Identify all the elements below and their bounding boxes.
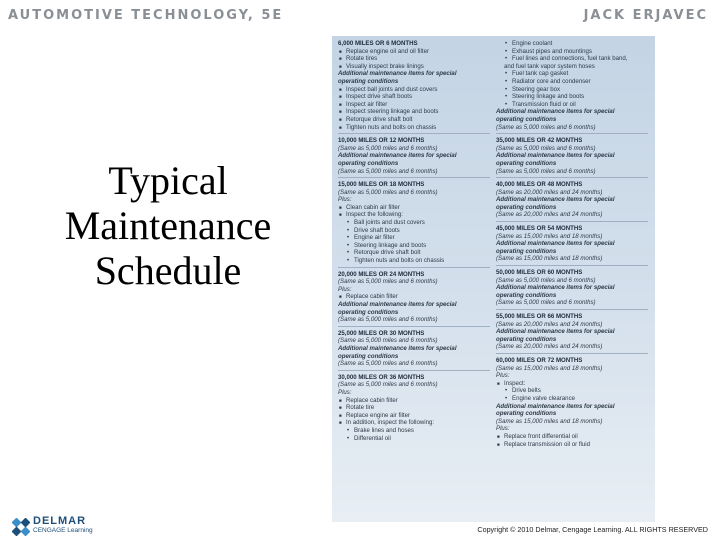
schedule-interval-heading: 45,000 MILES OR 54 MONTHS — [496, 225, 583, 233]
slide-title-line: Maintenance — [64, 203, 272, 248]
schedule-interval-heading: 35,000 MILES OR 42 MONTHS — [496, 137, 583, 145]
schedule-line: Additional maintenance items for special — [496, 240, 615, 248]
schedule-line: • Engine valve clearance — [496, 395, 648, 403]
schedule-line: ■ Tighten nuts and bolts on chassis — [338, 124, 490, 132]
schedule-left-column — [338, 40, 490, 442]
schedule-line: ■ Inspect the following: — [338, 211, 490, 219]
schedule-line: (Same as 20,000 miles and 24 months) — [496, 320, 603, 328]
schedule-line: Plus: — [496, 372, 510, 380]
schedule-line: Additional maintenance items for special — [496, 284, 615, 292]
schedule-interval-heading: 20,000 MILES OR 24 MONTHS — [338, 270, 425, 278]
schedule-line: (Same as 15,000 miles and 18 months) — [496, 417, 603, 425]
schedule-interval-heading: 50,000 MILES OR 60 MONTHS — [496, 269, 583, 277]
schedule-interval-heading: 25,000 MILES OR 30 MONTHS — [338, 329, 425, 337]
schedule-line: operating conditions — [338, 352, 399, 360]
schedule-line: (Same as 5,000 miles and 6 months) — [496, 276, 596, 284]
schedule-line: (Same as 5,000 miles and 6 months) — [338, 381, 438, 389]
schedule-line: (Same as 5,000 miles and 6 months) — [496, 167, 596, 175]
delmar-cengage-logo-icon — [12, 518, 30, 536]
schedule-interval-heading: 6,000 MILES OR 6 MONTHS — [338, 40, 418, 47]
schedule-line: Additional maintenance items for special — [338, 70, 457, 78]
schedule-line: (Same as 15,000 miles and 18 months) — [496, 364, 603, 372]
section-divider — [496, 309, 648, 310]
schedule-line: (Same as 5,000 miles and 6 months) — [338, 167, 438, 175]
schedule-line: ■ Inspect ball joints and dust covers — [338, 86, 490, 94]
schedule-interval-heading: 10,000 MILES OR 12 MONTHS — [338, 137, 425, 145]
schedule-line: ■ Rotate tires — [338, 55, 490, 63]
schedule-line: Plus: — [338, 196, 352, 204]
schedule-line: ■ Inspect air filter — [338, 101, 490, 109]
schedule-line: • Brake lines and hoses — [338, 427, 490, 435]
schedule-line: • Drive belts — [496, 387, 648, 395]
schedule-line: ■ Rotate tire — [338, 404, 490, 412]
schedule-line: ■ Replace cabin filter — [338, 293, 490, 301]
slide-title-line: Schedule — [94, 248, 242, 293]
schedule-line: (Same as 5,000 miles and 6 months) — [338, 337, 438, 345]
section-divider — [496, 265, 648, 266]
schedule-line: (Same as 5,000 miles and 6 months) — [338, 188, 438, 196]
schedule-line: (Same as 5,000 miles and 6 months) — [338, 360, 438, 368]
schedule-right-column — [496, 40, 648, 448]
schedule-line: operating conditions — [496, 159, 557, 167]
schedule-line: Additional maintenance items for special — [496, 152, 615, 160]
section-divider — [496, 353, 648, 354]
book-title-header: AUTOMOTIVE TECHNOLOGY, 5E — [8, 8, 284, 23]
logo-subtitle: CENGAGE Learning — [33, 527, 93, 534]
schedule-interval-heading: 40,000 MILES OR 48 MONTHS — [496, 181, 583, 189]
schedule-line: ■ Replace cabin filter — [338, 397, 490, 405]
schedule-line: • Steering linkage and boots — [338, 242, 490, 250]
schedule-line: • Steering linkage and boots — [496, 93, 648, 101]
schedule-line: • Differential oil — [338, 435, 490, 443]
schedule-line: ■ Visually inspect brake linings — [338, 63, 490, 71]
schedule-line: ■ Inspect drive shaft boots — [338, 93, 490, 101]
copyright-notice: Copyright © 2010 Delmar, Cengage Learning. ALL RIGHTS RESERVED — [477, 525, 708, 534]
schedule-interval-heading: 30,000 MILES OR 36 MONTHS — [338, 373, 425, 381]
schedule-line: ■ Clean cabin air filter — [338, 204, 490, 212]
slide-title-line: Typical — [108, 158, 228, 203]
schedule-line: (Same as 5,000 miles and 6 months) — [496, 144, 596, 152]
schedule-line: (Same as 15,000 miles and 18 months) — [496, 255, 603, 263]
schedule-interval-heading: 55,000 MILES OR 66 MONTHS — [496, 313, 583, 320]
schedule-line: operating conditions — [496, 335, 557, 343]
schedule-interval-heading: 15,000 MILES OR 18 MONTHS — [338, 181, 425, 189]
schedule-line: (Same as 5,000 miles and 6 months) — [338, 278, 438, 286]
schedule-line: ■ Replace engine air filter — [338, 412, 490, 420]
section-divider — [338, 370, 490, 371]
author-header: JACK ERJAVEC — [583, 8, 708, 23]
schedule-line: ■ In addition, inspect the following: — [338, 419, 490, 427]
section-divider — [338, 133, 490, 134]
maintenance-schedule-figure — [332, 36, 655, 522]
schedule-line: Additional maintenance items for special — [496, 328, 615, 336]
section-divider — [496, 177, 648, 178]
schedule-line: • Drive shaft boots — [338, 227, 490, 235]
schedule-line: (Same as 20,000 miles and 24 months) — [496, 211, 603, 219]
section-divider — [496, 133, 648, 134]
schedule-line: • Tighten nuts and bolts on chassis — [338, 257, 490, 265]
schedule-line: ■ Inspect: — [496, 380, 648, 388]
schedule-line: (Same as 5,000 miles and 6 months) — [338, 316, 438, 324]
schedule-line: Additional maintenance items for special — [496, 108, 615, 116]
schedule-line: operating conditions — [496, 291, 557, 299]
schedule-line: • Steering gear box — [496, 86, 648, 94]
schedule-line: (Same as 20,000 miles and 24 months) — [496, 188, 603, 196]
schedule-line: Plus: — [338, 388, 352, 396]
schedule-line: ■ Retorque drive shaft bolt — [338, 116, 490, 124]
schedule-line: ■ Replace engine oil and oil filter — [338, 48, 490, 56]
schedule-line: ■ Replace front differential oil — [496, 433, 648, 441]
schedule-line: • Radiator core and condenser — [496, 78, 648, 86]
schedule-line: • Fuel lines and connections, fuel tank band, — [496, 55, 648, 63]
schedule-line: Additional maintenance items for special — [496, 196, 615, 204]
schedule-line: (Same as 5,000 miles and 6 months) — [496, 299, 596, 307]
section-divider — [338, 267, 490, 268]
schedule-line: (Same as 15,000 miles and 18 months) — [496, 232, 603, 240]
schedule-line: operating conditions — [496, 115, 557, 123]
schedule-line: operating conditions — [338, 159, 399, 167]
schedule-line: Additional maintenance items for special — [496, 402, 615, 410]
schedule-line: and fuel tank vapor system hoses — [504, 62, 595, 70]
logo-word: DELMAR — [33, 515, 87, 527]
schedule-line: • Ball joints and dust covers — [338, 219, 490, 227]
schedule-line: Plus: — [496, 425, 510, 433]
schedule-line: operating conditions — [338, 308, 399, 316]
schedule-line: • Engine air filter — [338, 234, 490, 242]
schedule-line: ■ Replace transmission oil or fluid — [496, 441, 648, 449]
schedule-line: Additional maintenance items for special — [338, 344, 457, 352]
schedule-line: (Same as 5,000 miles and 6 months) — [338, 144, 438, 152]
schedule-line: Additional maintenance items for special — [338, 152, 457, 160]
schedule-line: (Same as 20,000 miles and 24 months) — [496, 343, 603, 351]
schedule-line: operating conditions — [496, 410, 557, 418]
section-divider — [338, 177, 490, 178]
schedule-interval-heading: 60,000 MILES OR 72 MONTHS — [496, 356, 583, 364]
schedule-line: operating conditions — [496, 203, 557, 211]
schedule-line: operating conditions — [338, 77, 399, 85]
schedule-line: • Transmission fluid or oil — [496, 101, 648, 109]
schedule-line: Plus: — [338, 285, 352, 293]
schedule-line: (Same as 5,000 miles and 6 months) — [496, 123, 596, 131]
schedule-line: ■ Inspect steering linkage and boots — [338, 108, 490, 116]
section-divider — [338, 326, 490, 327]
schedule-line: • Fuel tank cap gasket — [496, 70, 648, 78]
schedule-line: operating conditions — [496, 247, 557, 255]
slide-title — [40, 158, 296, 293]
schedule-line: • Retorque drive shaft bolt — [338, 249, 490, 257]
schedule-line: • Engine coolant — [496, 40, 648, 48]
schedule-line: • Exhaust pipes and mountings — [496, 48, 648, 56]
schedule-line: Additional maintenance items for special — [338, 301, 457, 308]
section-divider — [496, 221, 648, 222]
